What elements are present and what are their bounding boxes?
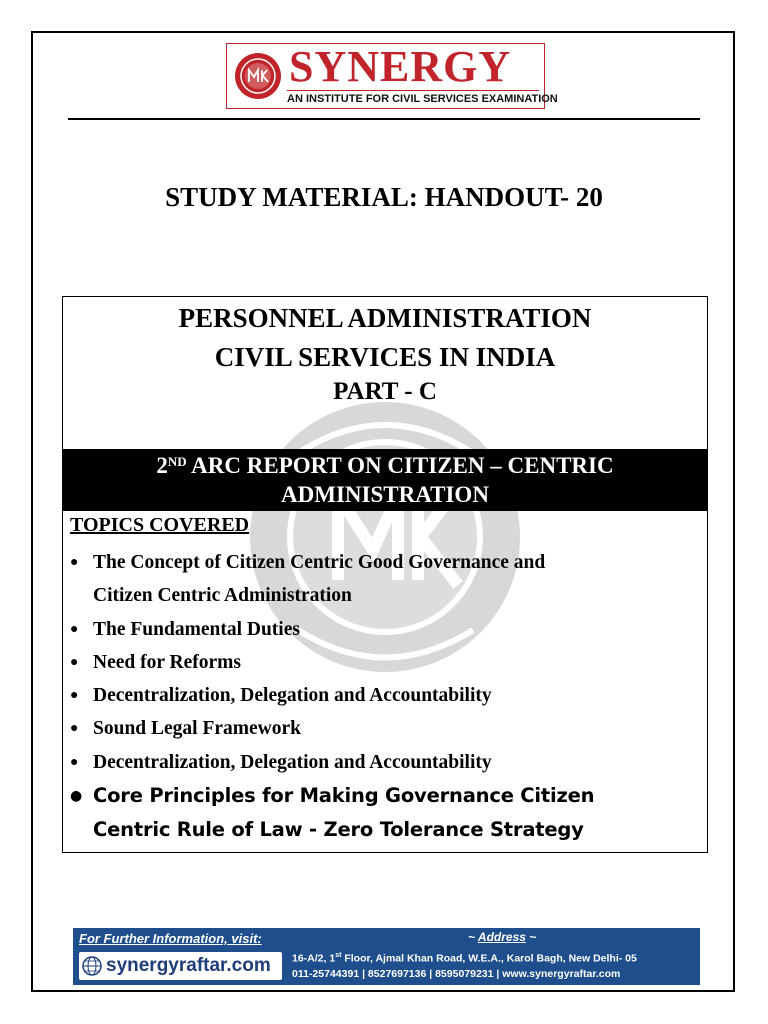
header-divider: [68, 118, 700, 120]
bullet-icon: ●: [70, 788, 83, 805]
topic-item-continuation: [70, 579, 700, 612]
bullet-icon: ●: [70, 688, 79, 704]
globe-icon: [82, 956, 102, 976]
topic-item-continuation: [70, 813, 700, 847]
footer-address-heading: [468, 930, 536, 944]
report-ordinal: ND: [167, 454, 187, 469]
topics-heading: TOPICS COVERED: [70, 514, 250, 536]
address-label: Address: [477, 930, 526, 944]
topic-text: Citizen Centric Administration: [93, 585, 352, 607]
topic-item: [70, 646, 700, 679]
part-label: PART - C: [333, 378, 437, 405]
topic-text: Decentralization, Delegation and Accountability: [93, 751, 492, 773]
footer-visit-label: For Further Information, visit:: [79, 931, 262, 946]
tilde: ~: [529, 930, 537, 944]
topic-text: The Concept of Citizen Centric Good Governance and: [93, 552, 546, 573]
handout-title: STUDY MATERIAL: HANDOUT- 20: [165, 182, 603, 212]
topic-text: Centric Rule of Law - Zero Tolerance Strategy: [93, 818, 584, 842]
report-banner: [63, 449, 707, 511]
tilde: ~: [468, 930, 476, 944]
bullet-icon: ●: [70, 621, 79, 637]
footer-website-link[interactable]: synergyraftar.com: [106, 955, 271, 976]
topic-list: [70, 546, 700, 847]
report-banner-line1-text: ARC REPORT ON CITIZEN – CENTRIC: [186, 453, 614, 478]
footer-banner: [73, 928, 700, 985]
footer-website-box[interactable]: [79, 952, 282, 980]
bullet-icon: ●: [70, 721, 79, 737]
report-number: 2: [156, 453, 168, 478]
main-title-line2: CIVIL SERVICES IN INDIA: [214, 342, 556, 372]
address-part: 16-A/2, 1: [292, 952, 336, 965]
seal-icon: [233, 51, 283, 101]
topic-text: Core Principles for Making Governance Citizen: [93, 784, 595, 808]
topic-text: Sound Legal Framework: [93, 718, 302, 740]
address-part: Floor, Ajmal Khan Road, W.E.A., Karol Bagh, New Delhi- 05: [341, 952, 637, 965]
logo-name: SYNERGY: [289, 42, 512, 91]
report-banner-line1: [63, 451, 707, 480]
topic-item: [70, 746, 700, 779]
bullet-icon: ●: [70, 654, 79, 670]
footer-address: [292, 948, 637, 982]
topic-text: The Fundamental Duties: [93, 618, 300, 640]
address-sup: st: [335, 952, 342, 959]
synergy-logo: [226, 42, 558, 109]
topic-text: Decentralization, Delegation and Accountability: [93, 685, 492, 707]
topic-item: [70, 613, 700, 646]
bullet-icon: ●: [70, 754, 79, 770]
main-title-line1: PERSONNEL ADMINISTRATION: [178, 303, 592, 333]
footer-contact-line: 011-25744391 | 8527697136 | 8595079231 | www.synergyraftar.com: [292, 967, 621, 980]
logo-tagline: AN INSTITUTE FOR CIVIL SERVICES EXAMINATION: [287, 90, 539, 105]
topic-item: [70, 712, 700, 745]
topic-text: Need for Reforms: [93, 651, 242, 673]
footer-address-line1: [292, 948, 637, 967]
topic-item: [70, 779, 700, 813]
topic-item: [70, 546, 700, 579]
report-banner-line2: ADMINISTRATION: [281, 482, 489, 507]
topic-item: [70, 679, 700, 712]
bullet-icon: ●: [70, 555, 79, 570]
